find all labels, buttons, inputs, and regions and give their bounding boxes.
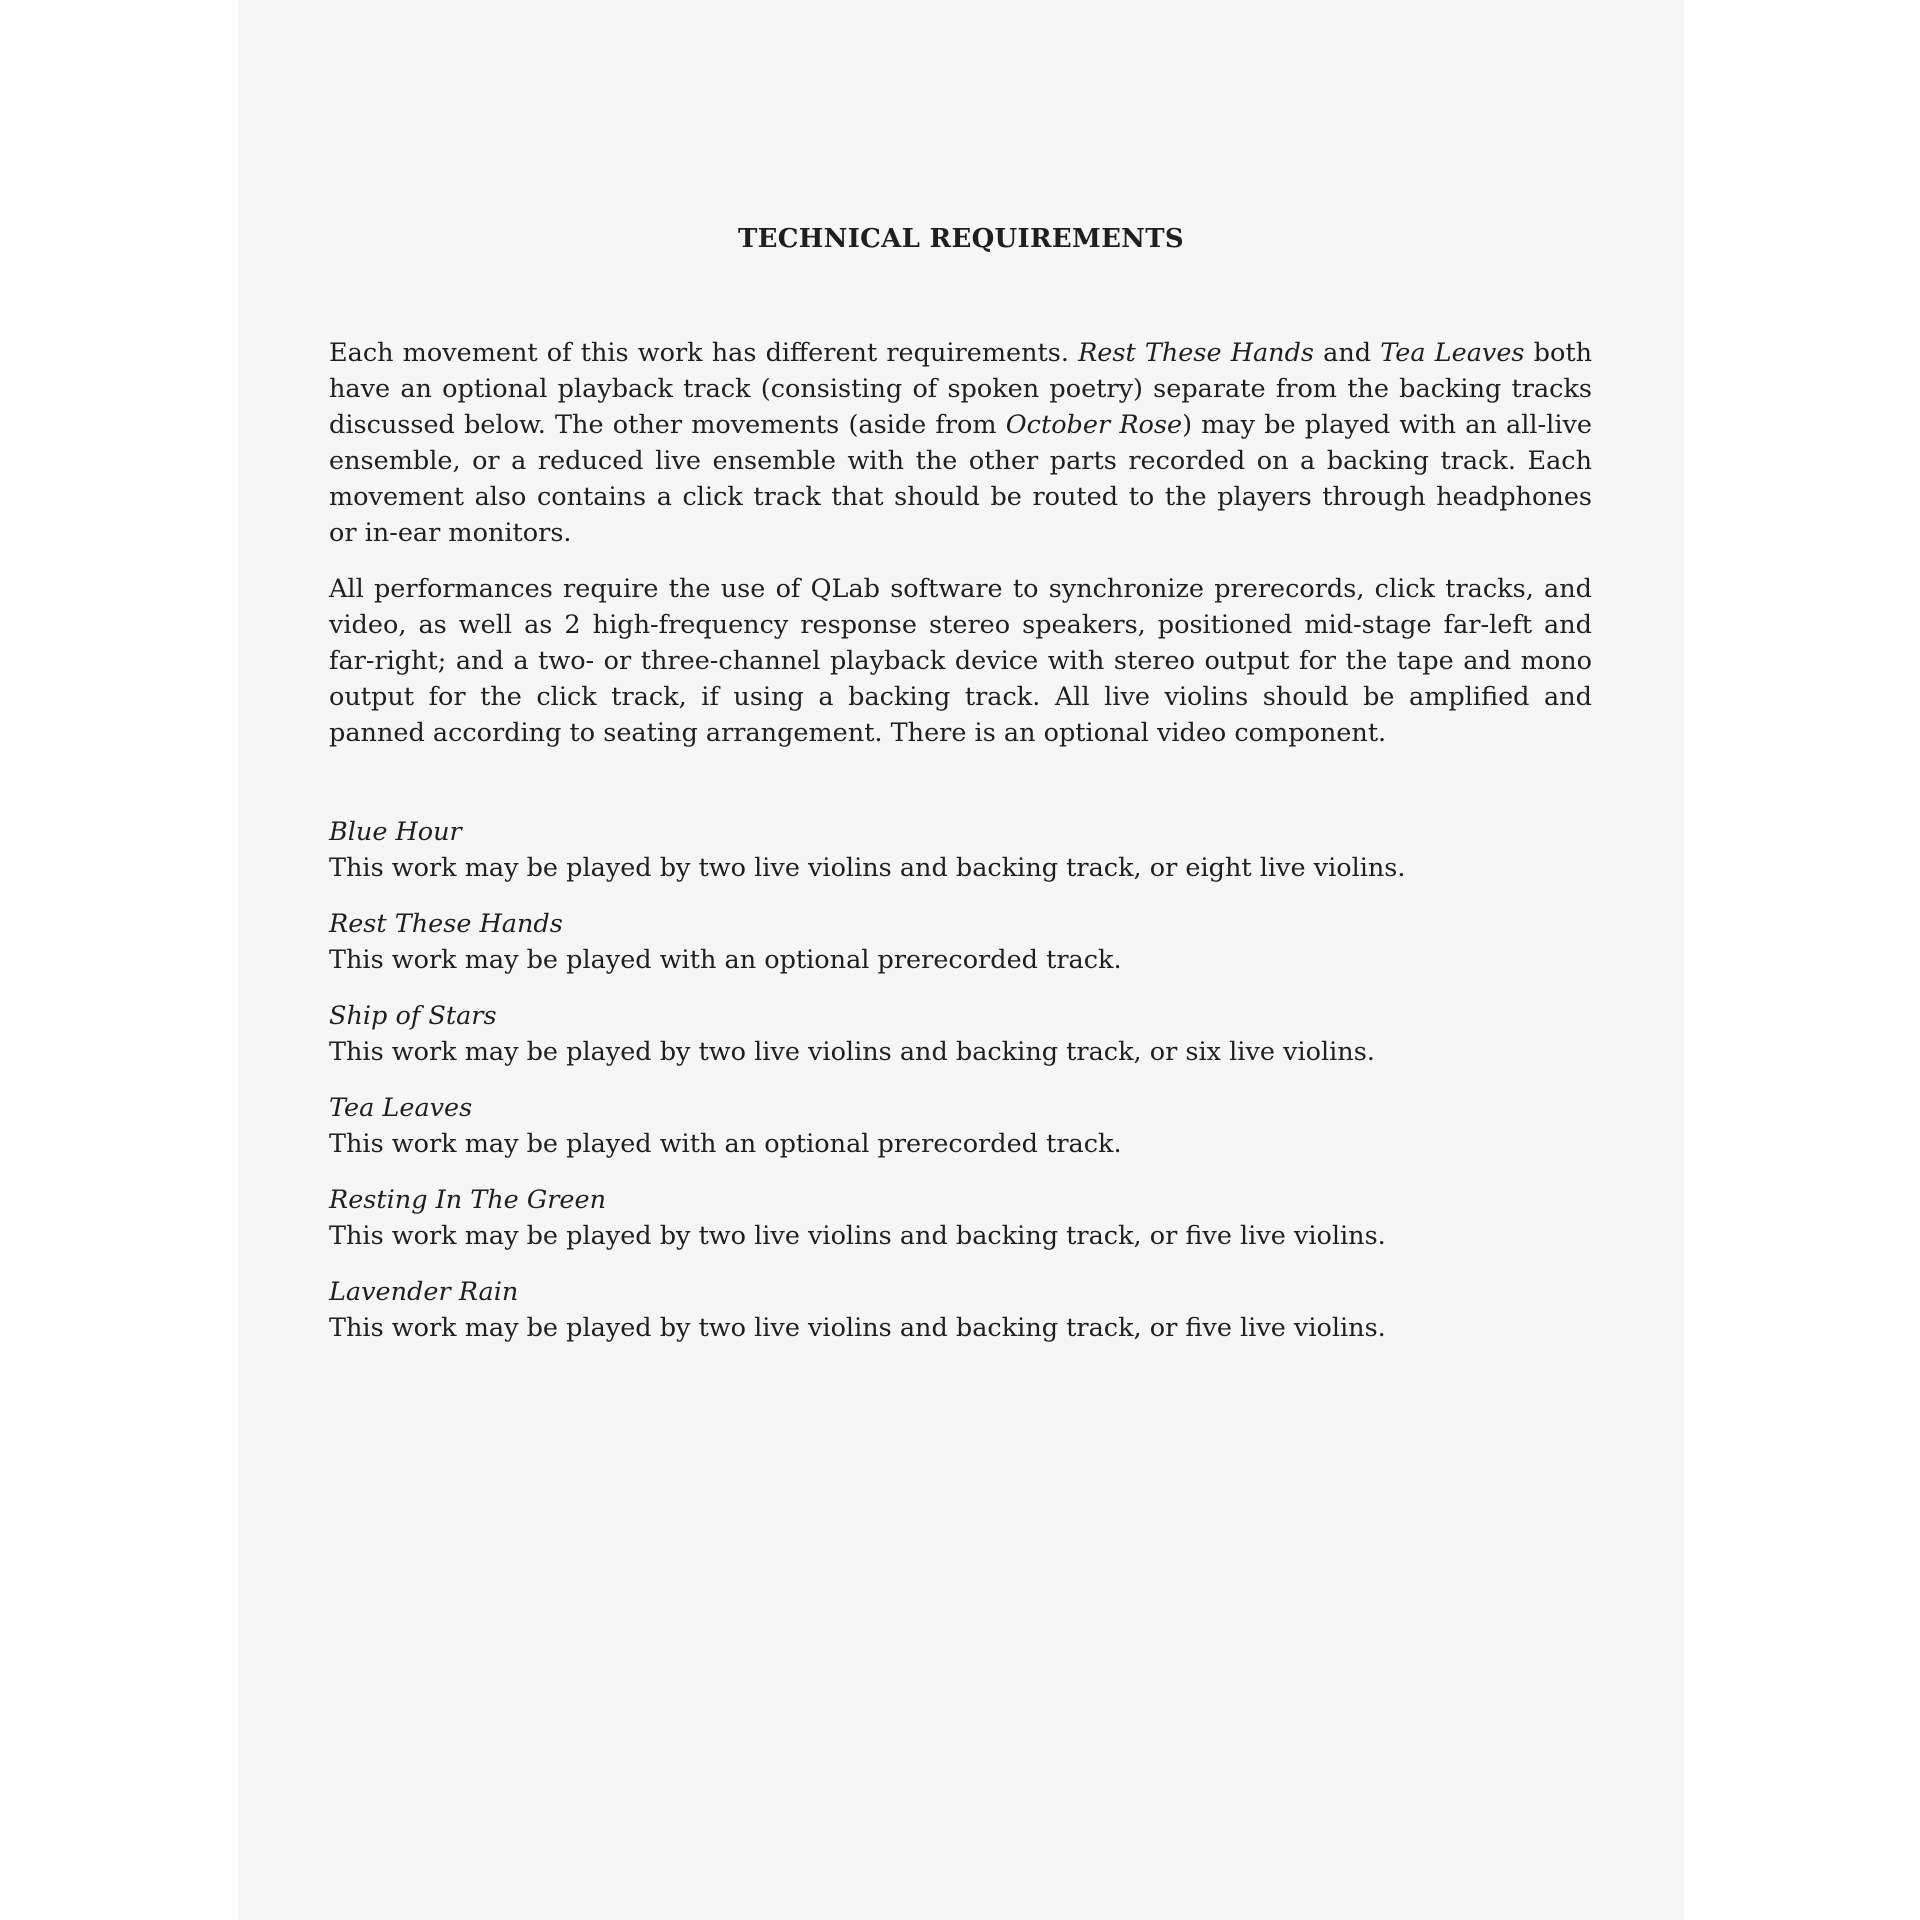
movement-item: [329, 906, 1592, 978]
movement-title: Resting In The Green: [329, 1185, 607, 1215]
movement-item: [329, 1090, 1592, 1162]
movement-title: Rest These Hands: [329, 909, 563, 939]
movement-item: [329, 814, 1592, 886]
movement-item: [329, 1274, 1592, 1346]
intro-text: both have an optional playback track (consisting of spoken poetry) separate from the backing tracks discussed below. The other movements (aside from: [329, 338, 1592, 440]
movement-title: Blue Hour: [329, 817, 462, 847]
movement-description: This work may be played by two live violins and backing track, or eight live violins.: [329, 853, 1406, 883]
movement-item: [329, 998, 1592, 1070]
movement-description: This work may be played with an optional prerecorded track.: [329, 1129, 1122, 1159]
intro-text: and: [1313, 338, 1381, 368]
document-page: [238, 0, 1684, 1920]
movement-title: Tea Leaves: [329, 1093, 473, 1123]
intro-italic-title: October Rose: [1005, 410, 1183, 440]
intro-text: Each movement of this work has different requirements.: [329, 338, 1079, 368]
movement-list: [329, 814, 1592, 1346]
page-title: TECHNICAL REQUIREMENTS: [738, 224, 1184, 254]
intro-italic-title: Rest These Hands: [1078, 338, 1314, 368]
movement-item: [329, 1182, 1592, 1254]
movement-title: Ship of Stars: [329, 1001, 497, 1031]
requirements-paragraph: All performances require the use of QLab software to synchronize prerecords, click tracks, and video, as well as 2 high-frequency response stereo speakers, positioned mid-stage far-left and far-right; and a two- or three-channel playback device with stereo output for the tape and mono output for the click track, if using a backing track. All live violins should be amplified and panned according to seating arrangement. There is an optional video component.: [329, 574, 1592, 748]
movement-description: This work may be played by two live violins and backing track, or six live violins.: [329, 1037, 1375, 1067]
intro-paragraph: [329, 335, 1592, 551]
document-body: [329, 335, 1592, 1366]
intro-text: ) may be played with an all-live ensemble, or a reduced live ensemble with the other parts recorded on a backing track. Each movement also contains a click track that should be routed to the players through headphones or in-ear monitors.: [329, 410, 1592, 548]
movement-description: This work may be played by two live violins and backing track, or five live violins.: [329, 1221, 1386, 1251]
movement-description: This work may be played by two live violins and backing track, or five live violins.: [329, 1313, 1386, 1343]
intro-italic-title: Tea Leaves: [1380, 338, 1525, 368]
movement-description: This work may be played with an optional prerecorded track.: [329, 945, 1122, 975]
movement-title: Lavender Rain: [329, 1277, 519, 1307]
